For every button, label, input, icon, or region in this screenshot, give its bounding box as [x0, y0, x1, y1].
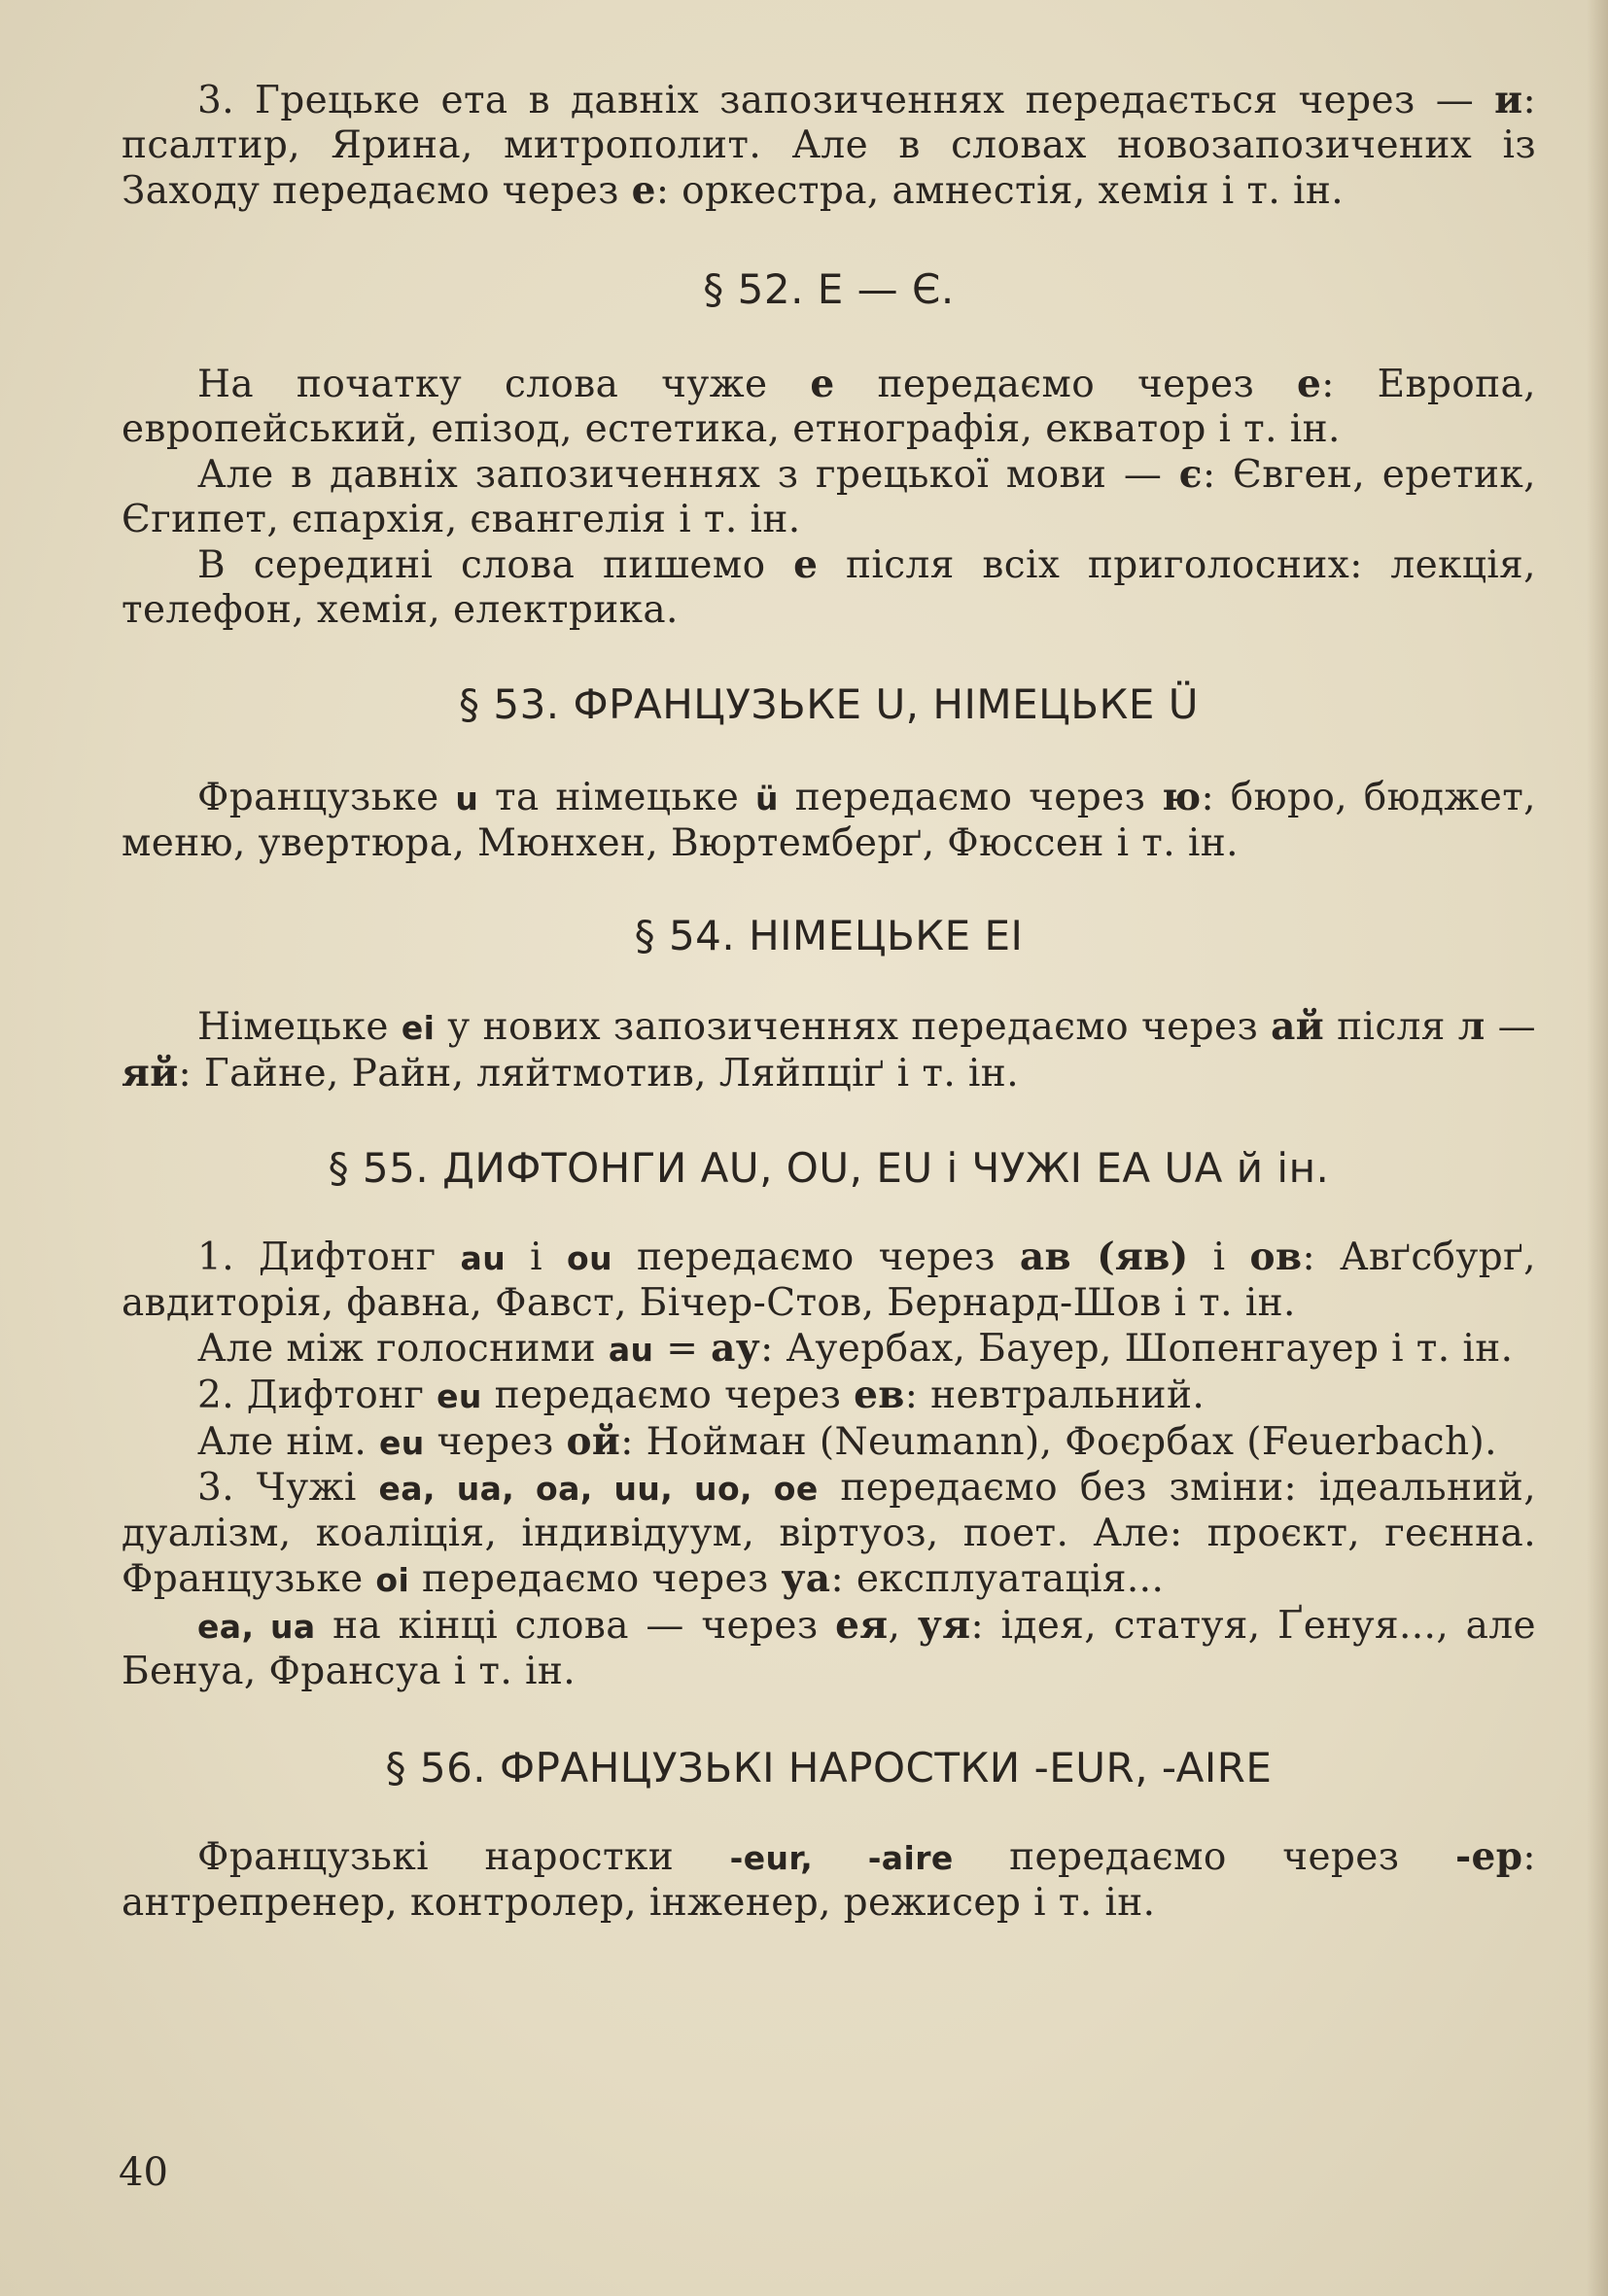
page-text	[122, 78, 1536, 1926]
section-54-paragraph: Німецьке ei у нових запозиченнях передаємо через ай після л — яй: Гайне, Райн, ляйтмотив, Ляйпціґ і т. ін.	[122, 1004, 1536, 1096]
paragraph-greek-eta: 3. Грецьке ета в давніх запозиченнях передається через — и: псалтир, Ярина, митрополит. Але в словах новозапозичених із Заходу передаємо через е: оркестра, амнестія, хемія і т. ін.	[122, 78, 1536, 213]
section-52-paragraph-1: На початку слова чуже е передаємо через е: Европа, европейський, епізод, естетика, етнографія, екватор і т. ін.	[122, 362, 1536, 451]
section-55-paragraph-3: 2. Дифтонг eu передаємо через ев: невтральний.	[197, 1373, 1206, 1417]
section-53-heading: § 53. ФРАНЦУЗЬКЕ U, НІМЕЦЬКЕ Ü	[459, 680, 1199, 728]
section-54-heading: § 54. НІМЕЦЬКЕ ЕІ	[634, 912, 1024, 959]
section-56-heading: § 56. ФРАНЦУЗЬКІ НАРОСТКИ -EUR, -AIRE	[385, 1744, 1273, 1792]
section-55-paragraph-1: 1. Дифтонг au і ou передаємо через ав (яв) і ов: Авґсбурґ, авдиторія, фавна, Фавст, Бічер-Стов, Бернард-Шов і т. ін.	[122, 1235, 1536, 1325]
section-55-paragraph-6: ea, ua на кінці слова — через ея, уя: ідея, статуя, Ґенуя..., але Бенуа, Франсуа і т. ін.	[122, 1603, 1536, 1693]
section-55-paragraph-4: Але нім. eu через ой: Нойман (Neumann), Фоєрбах (Feuerbach).	[197, 1419, 1497, 1464]
section-55-paragraph-5: 3. Чужі ea, ua, oa, uu, uo, oe передаємо без зміни: ідеальний, дуалізм, коаліція, індивідуум, віртуоз, поет. Але: проєкт, геєнна. Французьке oi передаємо через уа: експлуатація...	[122, 1466, 1537, 1601]
section-56-paragraph: Французькі наростки -eur, -aire передаємо через -ер: антрепренер, контролер, інженер, режисер і т. ін.	[122, 1834, 1536, 1925]
section-52-paragraph-3: В середині слова пишемо е після всіх приголосних: лекція, телефон, хемія, електрика.	[122, 542, 1536, 632]
section-55-heading: § 55. ДИФТОНГИ AU, OU, EU і ЧУЖІ EA UA й ін.	[328, 1144, 1330, 1192]
section-55-paragraph-2: Але між голосними au = ау: Ауербах, Бауер, Шопенгауер і т. ін.	[197, 1326, 1514, 1371]
section-53-paragraph: Французьке u та німецьке ü передаємо через ю: бюро, бюджет, меню, увертюра, Мюнхен, Вюртемберґ, Фюссен і т. ін.	[122, 775, 1536, 865]
page-number: 40	[119, 2150, 168, 2195]
section-52-heading: § 52. Е — Є.	[703, 265, 955, 313]
section-52-paragraph-2: Але в давніх запозиченнях з грецької мови — є: Євген, еретик, Єгипет, єпархія, євангелія і т. ін.	[122, 452, 1536, 541]
